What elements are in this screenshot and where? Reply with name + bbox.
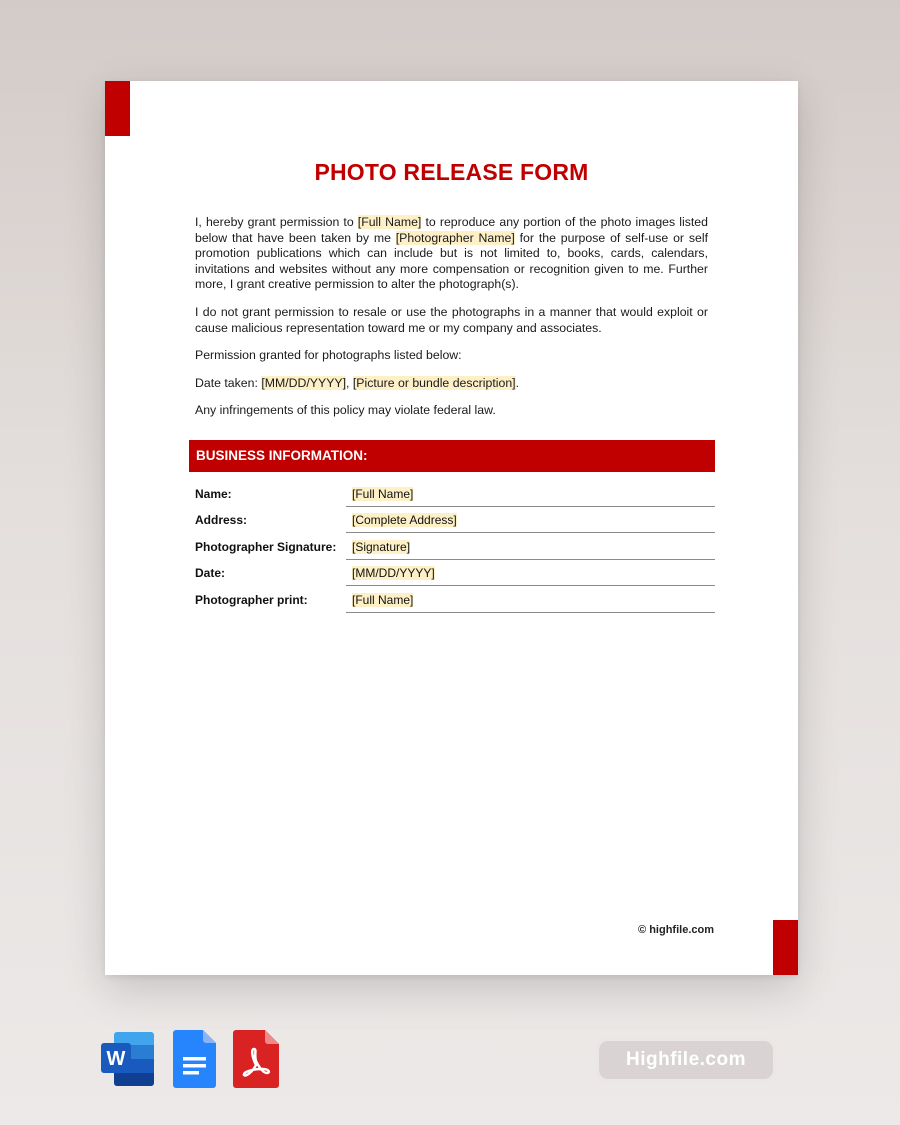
- document-page: [105, 81, 798, 975]
- law-paragraph: Any infringements of this policy may violate federal law.: [195, 403, 496, 418]
- info-row-signature: [195, 534, 715, 560]
- document-title: PHOTO RELEASE FORM: [314, 159, 589, 185]
- info-label: Address:: [195, 513, 248, 528]
- pdf-icon[interactable]: [232, 1029, 280, 1089]
- permission-paragraph: I, hereby grant permission to [Full Name] to reproduce any portion of the photo images listed below that have been taken by me [Photographer Name] for the purpose of self-use or self promotion publications which can include but is not limited to, books, cards, calendars, invitations and websites without any more compensation or recognition given to me. Further more, I grant creative permission to alter the photograph(s).: [195, 215, 708, 292]
- info-label: Photographer Signature:: [195, 539, 337, 554]
- restriction-paragraph: I do not grant permission to resale or use the photographs in a manner that would exploit or cause malicious representation toward me or my company and associates.: [195, 304, 708, 335]
- info-label: Name:: [195, 487, 232, 501]
- info-value: [Signature]: [352, 539, 411, 554]
- word-icon[interactable]: [100, 1029, 156, 1089]
- copyright-text: © highfile.com: [638, 924, 714, 936]
- signature-field[interactable]: [346, 534, 715, 560]
- print-field[interactable]: [346, 587, 715, 613]
- photographs-paragraph: Permission granted for photographs listed below:: [195, 348, 462, 363]
- info-row-date: [195, 560, 715, 586]
- full-name-field: [Full Name]: [357, 215, 422, 229]
- svg-text:W: W: [106, 1048, 126, 1070]
- name-field[interactable]: [346, 481, 715, 507]
- date-taken-field: [MM/DD/YYYY]: [261, 375, 347, 390]
- info-value: [Complete Address]: [352, 513, 457, 528]
- corner-accent-top-left: [105, 81, 130, 136]
- address-field[interactable]: [346, 507, 715, 533]
- info-value: [MM/DD/YYYY]: [352, 566, 435, 581]
- business-information-table: [195, 481, 715, 613]
- photographer-name-field: [Photographer Name]: [395, 230, 515, 245]
- business-information-header: BUSINESS INFORMATION:: [189, 440, 715, 472]
- info-value: [Full Name]: [352, 592, 414, 607]
- brand-badge[interactable]: Highfile.com: [596, 1038, 776, 1082]
- info-label: Date:: [195, 566, 226, 581]
- description-field: [Picture or bundle description]: [352, 375, 516, 390]
- corner-accent-bottom-right: [773, 920, 798, 975]
- info-row-name: [195, 481, 715, 507]
- date-field[interactable]: [346, 560, 715, 586]
- info-row-address: [195, 507, 715, 533]
- google-docs-icon[interactable]: [172, 1029, 218, 1089]
- info-row-print: [195, 587, 715, 613]
- info-value: [Full Name]: [352, 487, 414, 501]
- date-taken-paragraph: Date taken: [MM/DD/YYYY], [Picture or bundle description].: [195, 375, 519, 390]
- document-body: [195, 215, 708, 431]
- info-label: Photographer print:: [195, 592, 308, 607]
